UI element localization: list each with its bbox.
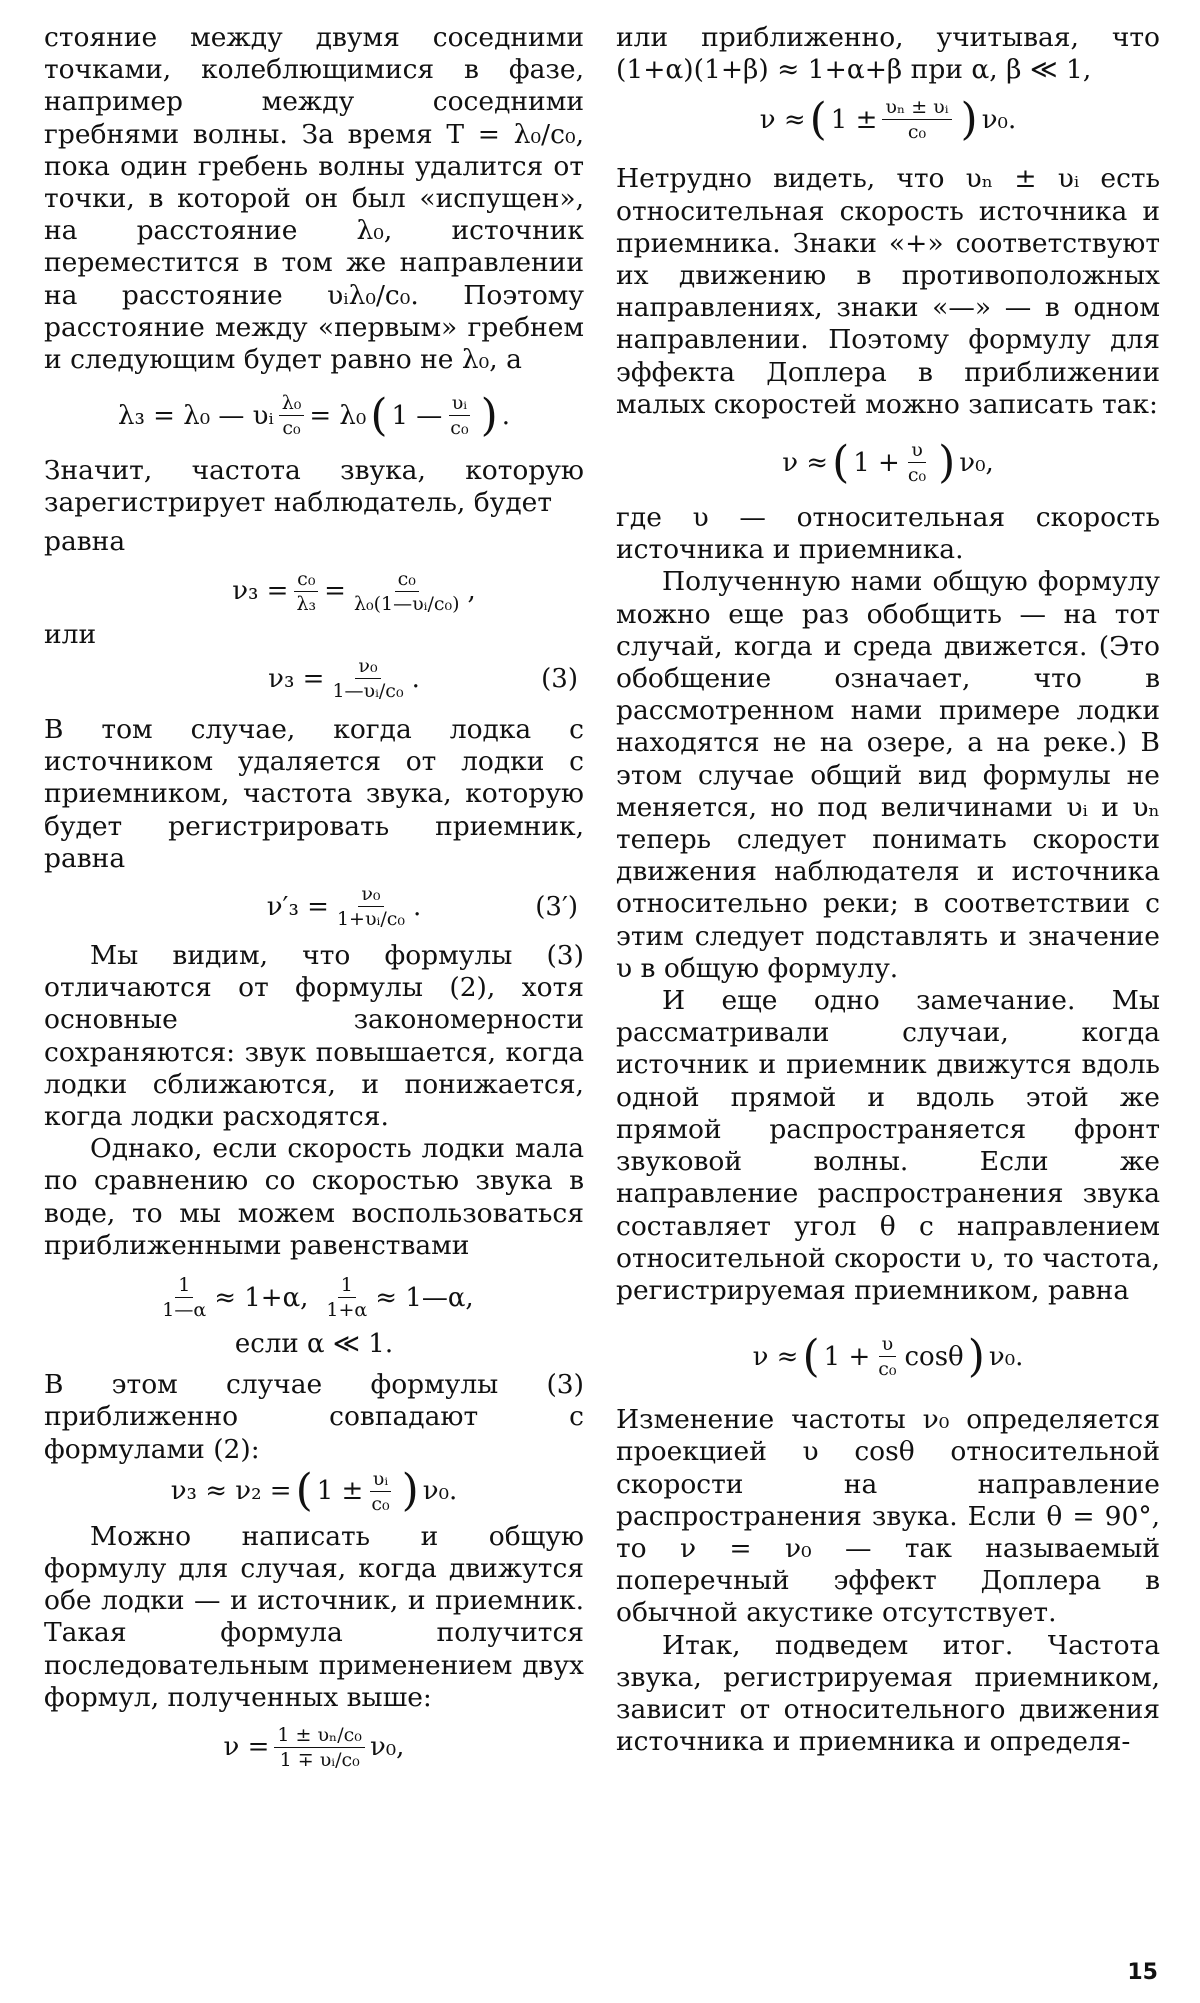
equation-number: (3′) [535, 891, 578, 922]
fraction: $\frac{\text{λ₀}}{\text{c₀}}$ [279, 392, 305, 439]
paragraph: И еще одно замечание. Мы рассматривали случаи, когда источник и приемник движутся вдоль одной прямой и вдоль этой же прямой распространяется фронт звуковой волны. Если же направление распространения звука составляет угол θ с направлением относительной скорости υ, то частота, регистрируемая приемником, равна [616, 985, 1160, 1306]
right-column [616, 22, 1160, 1758]
fraction: $\frac{\text{υᵢ}}{\text{c₀}}$ [450, 392, 469, 440]
fraction: $\frac{1}{1—\alpha}$ [162, 1274, 207, 1322]
equation-general: ν = $\frac{\text{1 ± υₙ/c₀}}{\text{1 ∓ υᵢ/c₀}}$ ν₀, [223, 1723, 405, 1771]
fraction: $\frac{1}{1+\alpha}$ [326, 1274, 368, 1322]
equation-approximations: $\frac{1}{1—\alpha}$ ≈ 1+α, $\frac{1}{1+\alpha}$ ≈ 1—α, [44, 1274, 584, 1321]
paragraph: Можно написать и общую формулу для случая, когда движутся обе лодки — и источник, и приемник. Такая формула получится последовательным применением двух формул, полученных выше: [44, 1520, 584, 1713]
fraction: $\frac{\upsilon}{\text{c₀}}$ [907, 439, 927, 487]
eq-text: 1 — [391, 400, 443, 431]
condition: если α ≪ 1. [234, 1329, 394, 1360]
paragraph: Однако, если скорость лодки мала по сравнению со скоростью звука в воде, то мы можем воспользоваться приближенными равенствами [44, 1133, 584, 1261]
equation-relative-speed: ν ≈ ( 1 ± $\frac{\text{υₙ ± υᵢ}}{\text{c₀}}$ ) ν₀. [759, 93, 1017, 145]
equation-doppler-angle: ν ≈ ( 1 + $\frac{\upsilon}{\text{c₀}}$ cosθ ) ν₀. [752, 1330, 1024, 1382]
eq-text: λ₃ = λ₀ — υᵢ [118, 400, 274, 431]
equation-3-prime: ν′₃ = $\frac{\text{ν₀}}{\text{1+υᵢ/c₀}}$ . (3′) [266, 883, 578, 931]
equation-lambda3: λ₃ = λ₀ — υᵢ $\frac{\text{λ₀}}{\text{c₀}}$ = λ₀ ( 1 — $\frac{\text{υᵢ}}{\text{c₀}}$ ) . [118, 389, 510, 441]
equation-number: (3) [541, 663, 578, 694]
fraction: $\frac{\text{υᵢ}}{\text{c₀}}$ [371, 1467, 390, 1515]
paragraph: равна [44, 525, 126, 557]
fraction: $\frac{\text{c₀}}{\text{λ₃}}$ [293, 568, 319, 615]
fraction: $\frac{\text{1 ± υₙ/c₀}}{\text{1 ∓ υᵢ/c₀}}$ [274, 1724, 365, 1771]
paragraph: В этом случае формулы (3) приближенно совпадают с формулами (2): [44, 1369, 584, 1465]
fraction: $\frac{\text{c₀}}{\text{λ₀(1—υᵢ/c₀)}}$ [353, 567, 460, 615]
paragraph: стояние между двумя соседними точками, колеблющимися в фазе, например между соседними гребнями волны. За время T = λ₀/c₀, пока один гребень волны удалится от точки, в которой он был «испущен», на расстояние λ₀, источник переместится в том же направлении на расстояние υᵢλ₀/c₀. Поэтому расстояние между «первым» гребнем и следующим будет равно не λ₀, а [44, 22, 584, 376]
equation-nu3-approx-nu2: ν₃ ≈ ν₂ = ( 1 ± $\frac{\text{υᵢ}}{\text{c₀}}$ ) ν₀. [170, 1465, 458, 1517]
fraction: $\frac{\upsilon}{\text{c₀}}$ [878, 1333, 897, 1381]
fraction: $\frac{\text{ν₀}}{\text{1—υᵢ/c₀}}$ [332, 655, 404, 703]
paragraph: Итак, подведем итог. Частота звука, регистрируемая приемником, зависит от относительного движения источника и приемника и определя- [616, 1629, 1160, 1758]
fraction: $\frac{\text{ν₀}}{\text{1+υᵢ/c₀}}$ [336, 883, 405, 931]
paragraph: В том случае, когда лодка с источником удаляется от лодки с приемником, частота звука, которую будет регистрировать приемник, равна [44, 714, 584, 874]
equation-doppler-small: ν ≈ ( 1 + $\frac{\upsilon}{\text{c₀}}$ ) ν₀, [782, 436, 994, 488]
page-number: 15 [1127, 1960, 1158, 1985]
paragraph: Изменение частоты ν₀ определяется проекцией υ cosθ относительной скорости на направление распространения звука. Если θ = 90°, то ν = ν₀ — так называемый поперечный эффект Доплера в обычной акустике отсутствует. [616, 1404, 1160, 1629]
left-column [44, 22, 584, 1783]
eq-text: = λ₀ [309, 400, 367, 431]
paragraph: где υ — относительная скорость источника и приемника. [616, 502, 1160, 566]
paragraph: или [44, 618, 97, 650]
paragraph: или приближенно, учитывая, что (1+α)(1+β) ≈ 1+α+β при α, β ≪ 1, [616, 22, 1160, 86]
equation-3: ν₃ = $\frac{\text{ν₀}}{\text{1—υᵢ/c₀}}$ . (3) [268, 655, 578, 703]
fraction: $\frac{\text{υₙ ± υᵢ}}{\text{c₀}}$ [882, 96, 951, 143]
paragraph: Мы видим, что формулы (3) отличаются от формулы (2), хотя основные закономерности сохраняются: звук повышается, когда лодки сближаются, и понижается, когда лодки расходятся. [44, 940, 584, 1133]
paragraph: Полученную нами общую формулу можно еще раз обобщить — на тот случай, когда и среда движется. (Это обобщение означает, что в рассмотренном нами примере лодки находятся не на озере, а на реке.) В этом случае общий вид формулы не меняется, но под величинами υᵢ и υₙ теперь следует понимать скорости движения наблюдателя и источника относительно реки; в соответствии с этим следует подставлять и значение υ в общую формулу. [616, 566, 1160, 984]
paragraph: Нетрудно видеть, что υₙ ± υᵢ есть относительная скорость источника и приемника. Знаки «+» соответствуют их движению в противоположных направлениях, знаки «—» — в одном направлении. Поэтому формулу для эффекта Доплера в приближении малых скоростей можно записать так: [616, 163, 1160, 420]
equation-nu3-derivation: ν₃ = $\frac{\text{c₀}}{\text{λ₃}}$ = $\frac{\text{c₀}}{\text{λ₀(1—υᵢ/c₀)}}$ , [232, 567, 476, 615]
paragraph: Значит, частота звука, которую зарегистрирует наблюдатель, будет [44, 455, 584, 519]
